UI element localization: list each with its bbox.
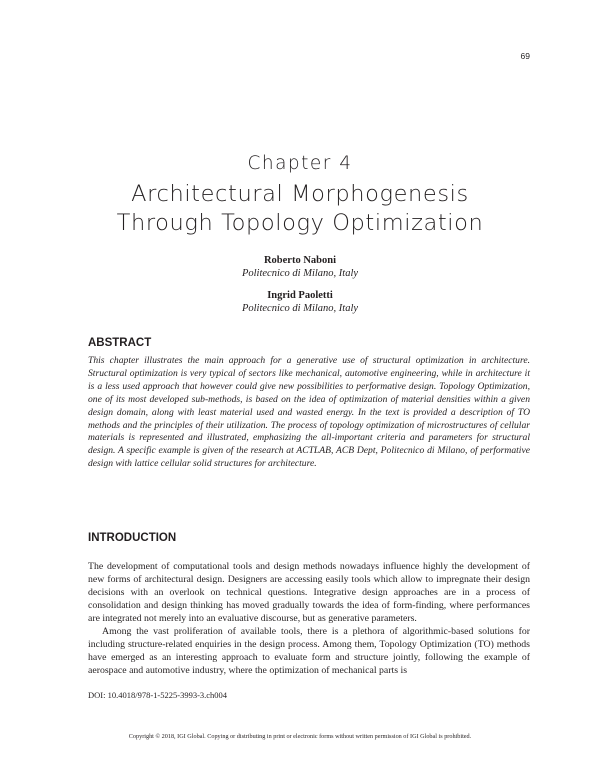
introduction-body [88, 560, 530, 677]
introduction-heading: INTRODUCTION [88, 532, 177, 544]
author-block [0, 289, 600, 315]
author-block [0, 254, 600, 280]
copyright-notice: Copyright © 2018, IGI Global. Copying or distributing in print or electronic forms without written permission of IGI Global is prohibited. [128, 733, 472, 740]
abstract-text: This chapter illustrates the main approach for a generative use of structural optimization in architecture. Structural optimization is very typical of sectors like mechanical, automotive engineering, while in architecture it is a less used approach that however could give new possibilities to performative design. Topology Optimization, one of its most developed sub-methods, is based on the idea of optimization of material densities within a given design domain, along with least material used and wasted energy. In the text is provided a description of TO methods and the principles of their utilization. The process of topology optimization of microstructures of cellular materials is represented and illustrated, emphasizing the all-important criteria and parameters for structural design. A specific example is given of the research at ACTLAB, ACB Dept, Politecnico di Milano, of performative design with lattice cellular solid structures for architecture. [88, 355, 530, 470]
paragraph: Among the vast proliferation of available tools, there is a plethora of algorithmic-based solutions for including structure-related enquiries in the design process. Among them, Topology Optimization (TO) methods have emerged as an interesting approach to evaluate form and structure jointly, following the example of aerospace and automotive industry, where the optimization of mechanical parts is [88, 626, 530, 676]
doi-line: DOI: 10.4018/978-1-5225-3993-3.ch004 [88, 690, 228, 700]
chapter-label: Chapter 4 [247, 153, 353, 174]
title-line-1: Architectural Morphogenesis [131, 181, 469, 207]
paragraph: The development of computational tools and design methods nowadays influence highly the development of new forms of architectural design. Designers are accessing easily tools which allow to impregnate their design decisions with an overlook on technical questions. Integrative design approaches are in a process of consolidation and design thinking has moved gradually towards the idea of form-finding, where performances are integrated not merely into an evaluative discourse, but as generative parameters. [88, 561, 530, 624]
author-affiliation: Politecnico di Milano, Italy [241, 268, 359, 279]
author-name: Roberto Naboni [263, 255, 337, 266]
page-number: 69 [520, 51, 530, 61]
chapter-title [0, 180, 600, 238]
author-name: Ingrid Paoletti [267, 290, 333, 301]
author-affiliation: Politecnico di Milano, Italy [241, 303, 359, 314]
abstract-heading: ABSTRACT [88, 337, 152, 349]
title-line-2: Through Topology Optimization [116, 210, 484, 236]
